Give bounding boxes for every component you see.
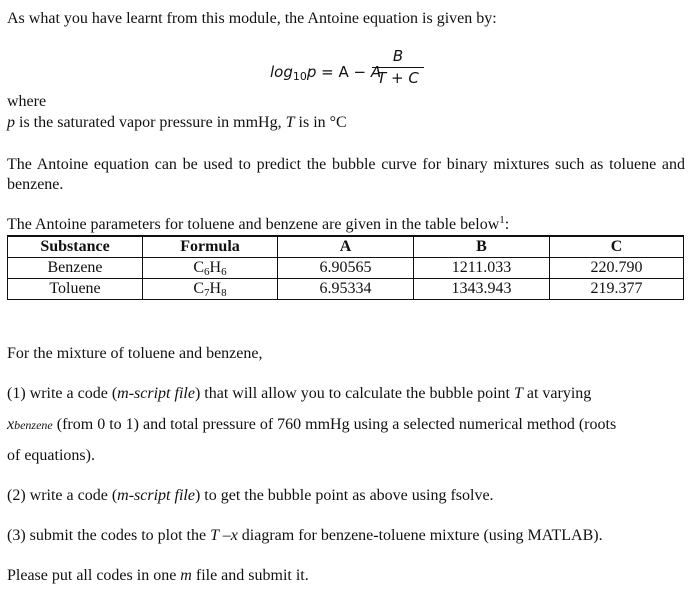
task-3: (3) submit the codes to plot the T –x diagram for benzene-toluene mixture (using MATLAB). xyxy=(7,527,603,544)
antoine-parameters-table xyxy=(7,235,684,300)
header-formula: Formula xyxy=(143,236,278,258)
table-row xyxy=(8,279,684,300)
task-4: Please put all codes in one m file and submit it. xyxy=(7,567,309,584)
table-row xyxy=(8,258,684,279)
cell-b: 1343.943 xyxy=(414,279,550,300)
equation-fraction: B T + C xyxy=(372,46,424,88)
cell-a: 6.90565 xyxy=(278,258,414,279)
task-1-line-1: (1) write a code (m-script file) that will allow you to calculate the bubble point T at varying xyxy=(7,385,592,402)
cell-substance: Toluene xyxy=(8,279,143,300)
header-a: A xyxy=(278,236,414,258)
task-2: (2) write a code (m-script file) to get the bubble point as above using fsolve. xyxy=(7,487,494,504)
cell-formula: $C_7H_8$ xyxy=(143,279,278,300)
task-1-line-3: of equations). xyxy=(7,447,95,464)
bubble-curve-paragraph: The Antoine equation can be used to predict the bubble curve for binary mixtures such as toluene and benzene. xyxy=(7,156,685,193)
header-c: C xyxy=(550,236,684,258)
equation-lhs: $\log_{10}p = A - A$ xyxy=(270,63,382,83)
cell-formula: $C_6H_6$ xyxy=(143,258,278,279)
intro-text: As what you have learnt from this module, the Antoine equation is given by: xyxy=(7,10,497,27)
cell-c: 219.377 xyxy=(550,279,684,300)
header-substance: Substance xyxy=(8,236,143,258)
cell-c: 220.790 xyxy=(550,258,684,279)
cell-b: 1211.033 xyxy=(414,258,550,279)
cell-substance: Benzene xyxy=(8,258,143,279)
where-label: where xyxy=(7,93,47,110)
table-caption: The Antoine parameters for toluene and benzene are given in the table below$^1$: xyxy=(7,214,510,233)
cell-a: 6.95334 xyxy=(278,279,414,300)
table-header-row xyxy=(8,236,684,258)
task-1-line-2: xbenzene (from 0 to 1) and total pressure of 760 mmHg using a selected numerical method (roots xyxy=(7,416,617,433)
tasks-lead: For the mixture of toluene and benzene, xyxy=(7,345,263,362)
variable-definitions: p is the saturated vapor pressure in mmHg, T is in °C xyxy=(7,114,347,131)
header-b: B xyxy=(414,236,550,258)
